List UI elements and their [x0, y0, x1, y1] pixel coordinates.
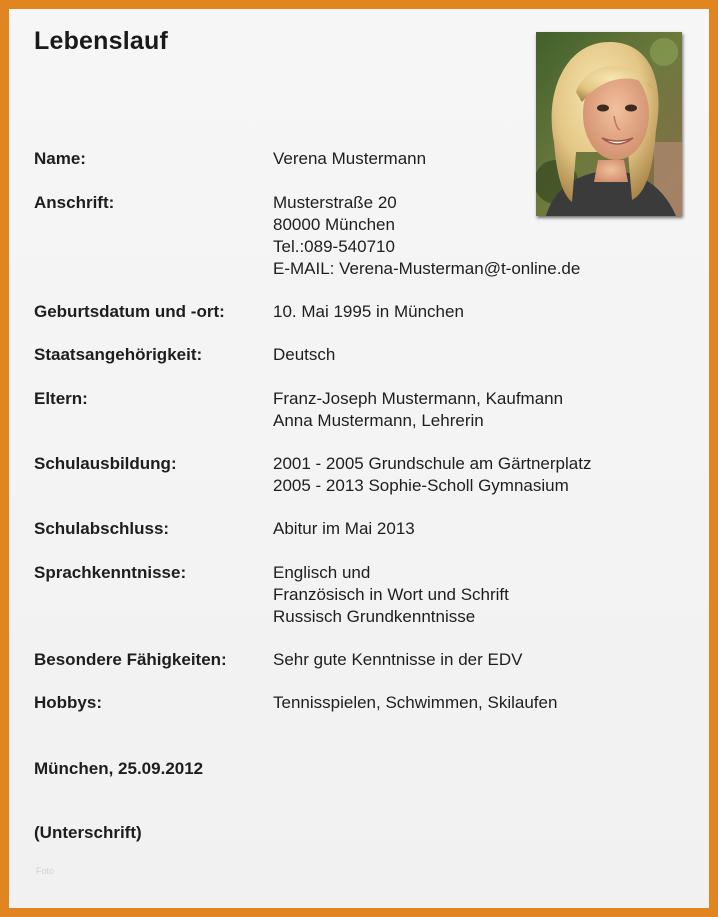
value-address	[273, 192, 580, 280]
value-nationality	[273, 344, 335, 366]
label-graduation: Schulabschluss:	[34, 519, 170, 538]
label-address: Anschrift:	[34, 193, 115, 212]
value-line: 10. Mai 1995 in München	[273, 302, 464, 321]
value-line: 2005 - 2013 Sophie-Scholl Gymnasium	[273, 476, 569, 495]
value-parents	[273, 388, 563, 432]
value-line: Deutsch	[273, 345, 336, 364]
value-birth	[273, 301, 464, 323]
value-skills	[273, 649, 522, 671]
value-line: Musterstraße 20	[273, 193, 397, 212]
value-name	[273, 148, 426, 170]
value-schooling	[273, 453, 591, 497]
label-name: Name:	[34, 149, 86, 168]
label-birth: Geburtsdatum und -ort:	[34, 302, 225, 321]
document-title: Lebenslauf	[34, 27, 168, 55]
value-line: Französisch in Wort und Schrift	[273, 585, 509, 604]
portrait-photo	[536, 32, 682, 216]
value-hobbies	[273, 692, 557, 714]
faint-watermark: Foto	[36, 866, 55, 876]
value-line: Abitur im Mai 2013	[273, 519, 415, 538]
label-skills: Besondere Fähigkeiten:	[34, 650, 227, 669]
value-line: E-MAIL: Verena-Musterman@t-online.de	[273, 259, 581, 278]
value-line: 2001 - 2005 Grundschule am Gärtnerplatz	[273, 454, 592, 473]
label-nationality: Staatsangehörigkeit:	[34, 345, 203, 364]
value-line: 80000 München	[273, 215, 395, 234]
label-languages: Sprachkenntnisse:	[34, 563, 187, 582]
label-schooling: Schulausbildung:	[34, 454, 177, 473]
cv-page	[9, 9, 709, 908]
label-parents: Eltern:	[34, 389, 88, 408]
value-line: Sehr gute Kenntnisse in der EDV	[273, 650, 523, 669]
value-line: Anna Mustermann, Lehrerin	[273, 411, 484, 430]
label-hobbies: Hobbys:	[34, 693, 102, 712]
value-line: Russisch Grundkenntnisse	[273, 607, 476, 626]
value-line: Verena Mustermann	[273, 149, 427, 168]
value-languages	[273, 562, 509, 628]
value-line: Franz-Joseph Mustermann, Kaufmann	[273, 389, 564, 408]
value-line: Tennisspielen, Schwimmen, Skilaufen	[273, 693, 558, 712]
signature-line: (Unterschrift)	[34, 823, 142, 842]
value-line: Englisch und	[273, 563, 371, 582]
value-graduation	[273, 518, 415, 540]
date-place-line: München, 25.09.2012	[34, 759, 204, 778]
value-line: Tel.:089-540710	[273, 237, 395, 256]
